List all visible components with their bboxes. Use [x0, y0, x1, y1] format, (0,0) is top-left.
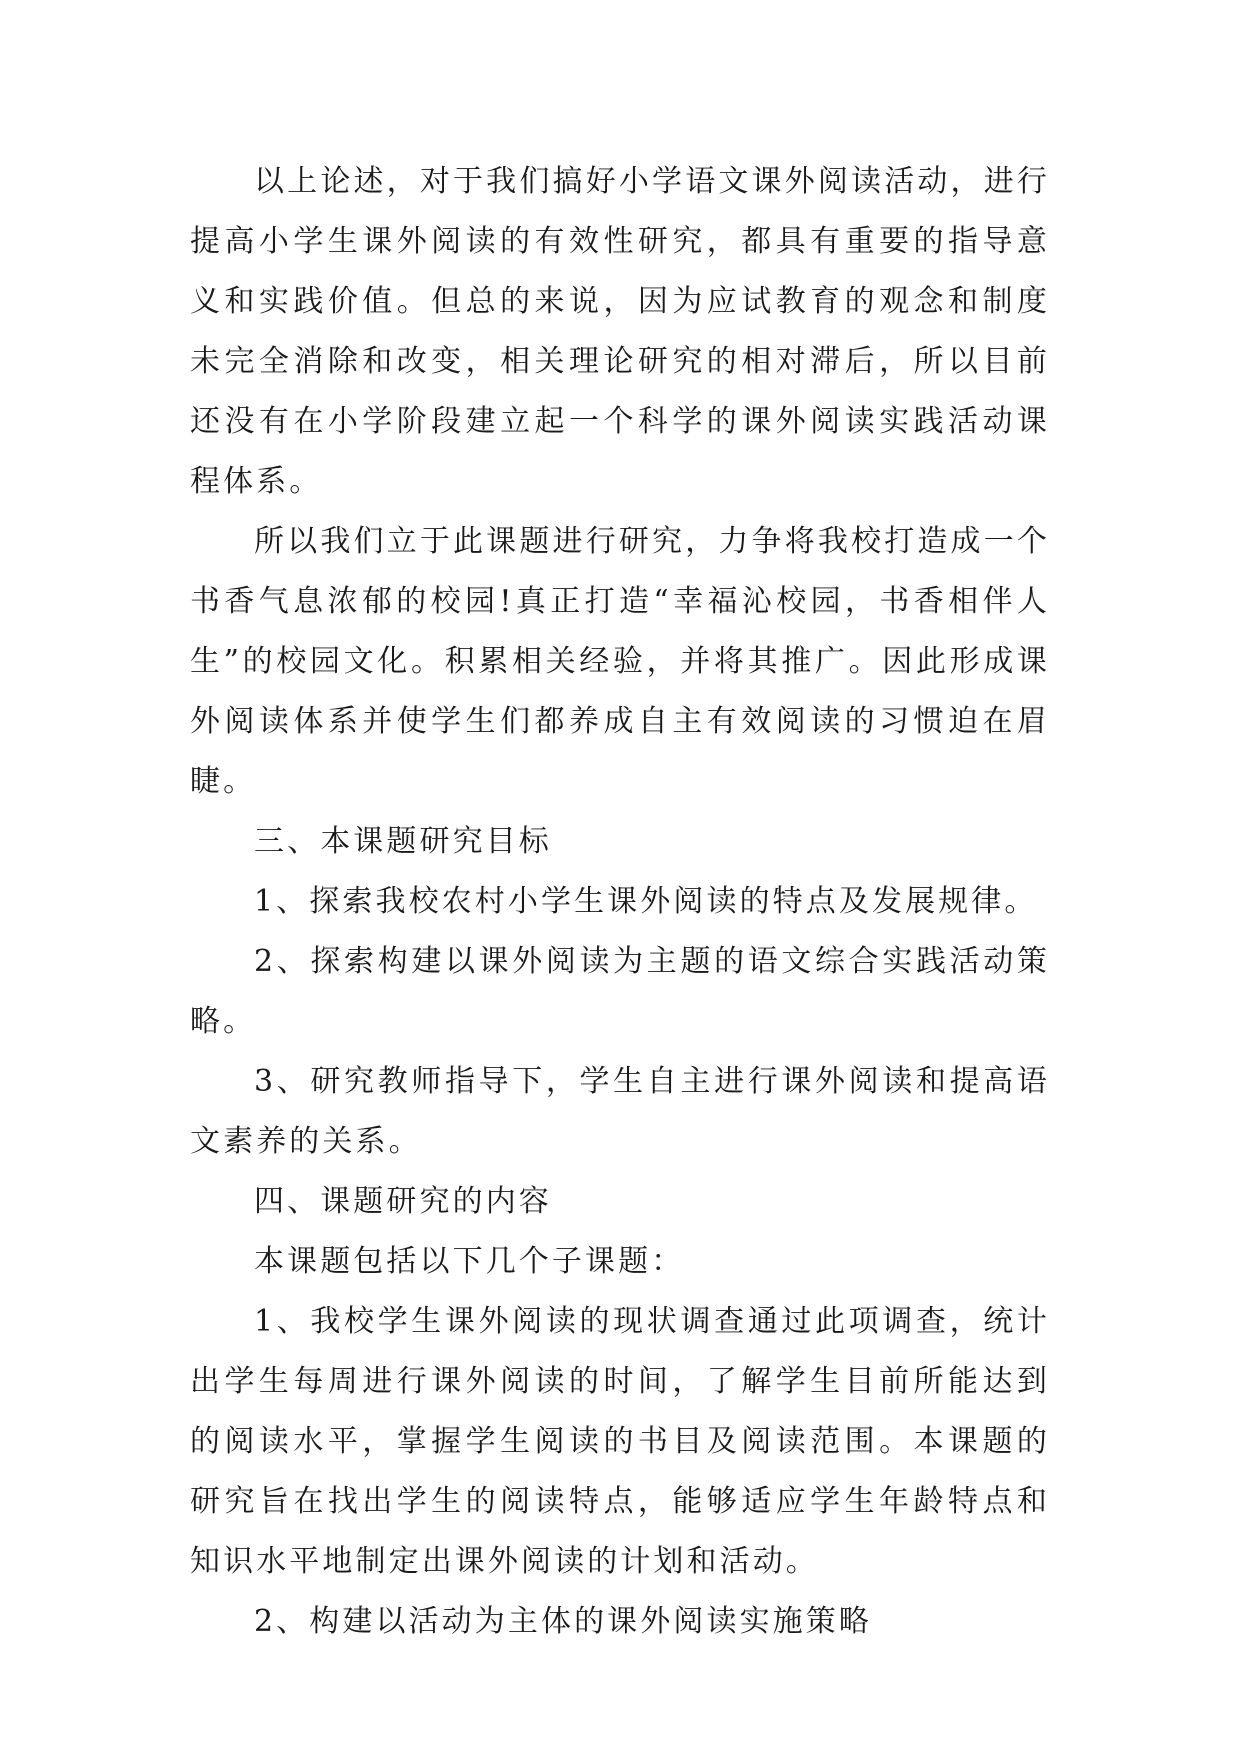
- goal-item-1: 1、探索我校农村小学生课外阅读的特点及发展规律。: [254, 884, 1038, 919]
- subtopics-intro: 本课题包括以下几个子课题：: [254, 1244, 685, 1279]
- subtopic-item-1: 1、我校学生课外阅读的现状调查通过此项调查，统计出学生每周进行课外阅读的时间，了解学生目前所能达到的阅读水平，掌握学生阅读的书目及阅读范围。本课题的研究旨在找出学生的阅读特点，能够适应学生年龄特点和知识水平地制定出课外阅读的计划和活动。: [190, 1304, 1050, 1579]
- subtopic-item-2: 2、构建以活动为主体的课外阅读实施策略: [254, 1604, 872, 1639]
- goal-item-3: 3、研究教师指导下，学生自主进行课外阅读和提高语文素养的关系。: [190, 1064, 1050, 1159]
- paragraph-motivation: 所以我们立于此课题进行研究，力争将我校打造成一个书香气息浓郁的校园!真正打造“幸福沁校园，书香相伴人生”的校园文化。积累相关经验，并将其推广。因此形成课外阅读体系并使学生们都养成自主有效阅读的习惯迫在眉睫。: [190, 524, 1050, 799]
- section-heading-research-content: 四、课题研究的内容: [254, 1184, 552, 1219]
- section-heading-research-goals: 三、本课题研究目标: [254, 824, 552, 859]
- document-body: [190, 152, 1050, 1652]
- paragraph-rationale: 以上论述，对于我们搞好小学语文课外阅读活动，进行提高小学生课外阅读的有效性研究，都具有重要的指导意义和实践价值。但总的来说，因为应试教育的观念和制度未完全消除和改变，相关理论研究的相对滞后，所以目前还没有在小学阶段建立起一个科学的课外阅读实践活动课程体系。: [190, 164, 1050, 499]
- goal-item-2: 2、探索构建以课外阅读为主题的语文综合实践活动策略。: [190, 944, 1050, 1039]
